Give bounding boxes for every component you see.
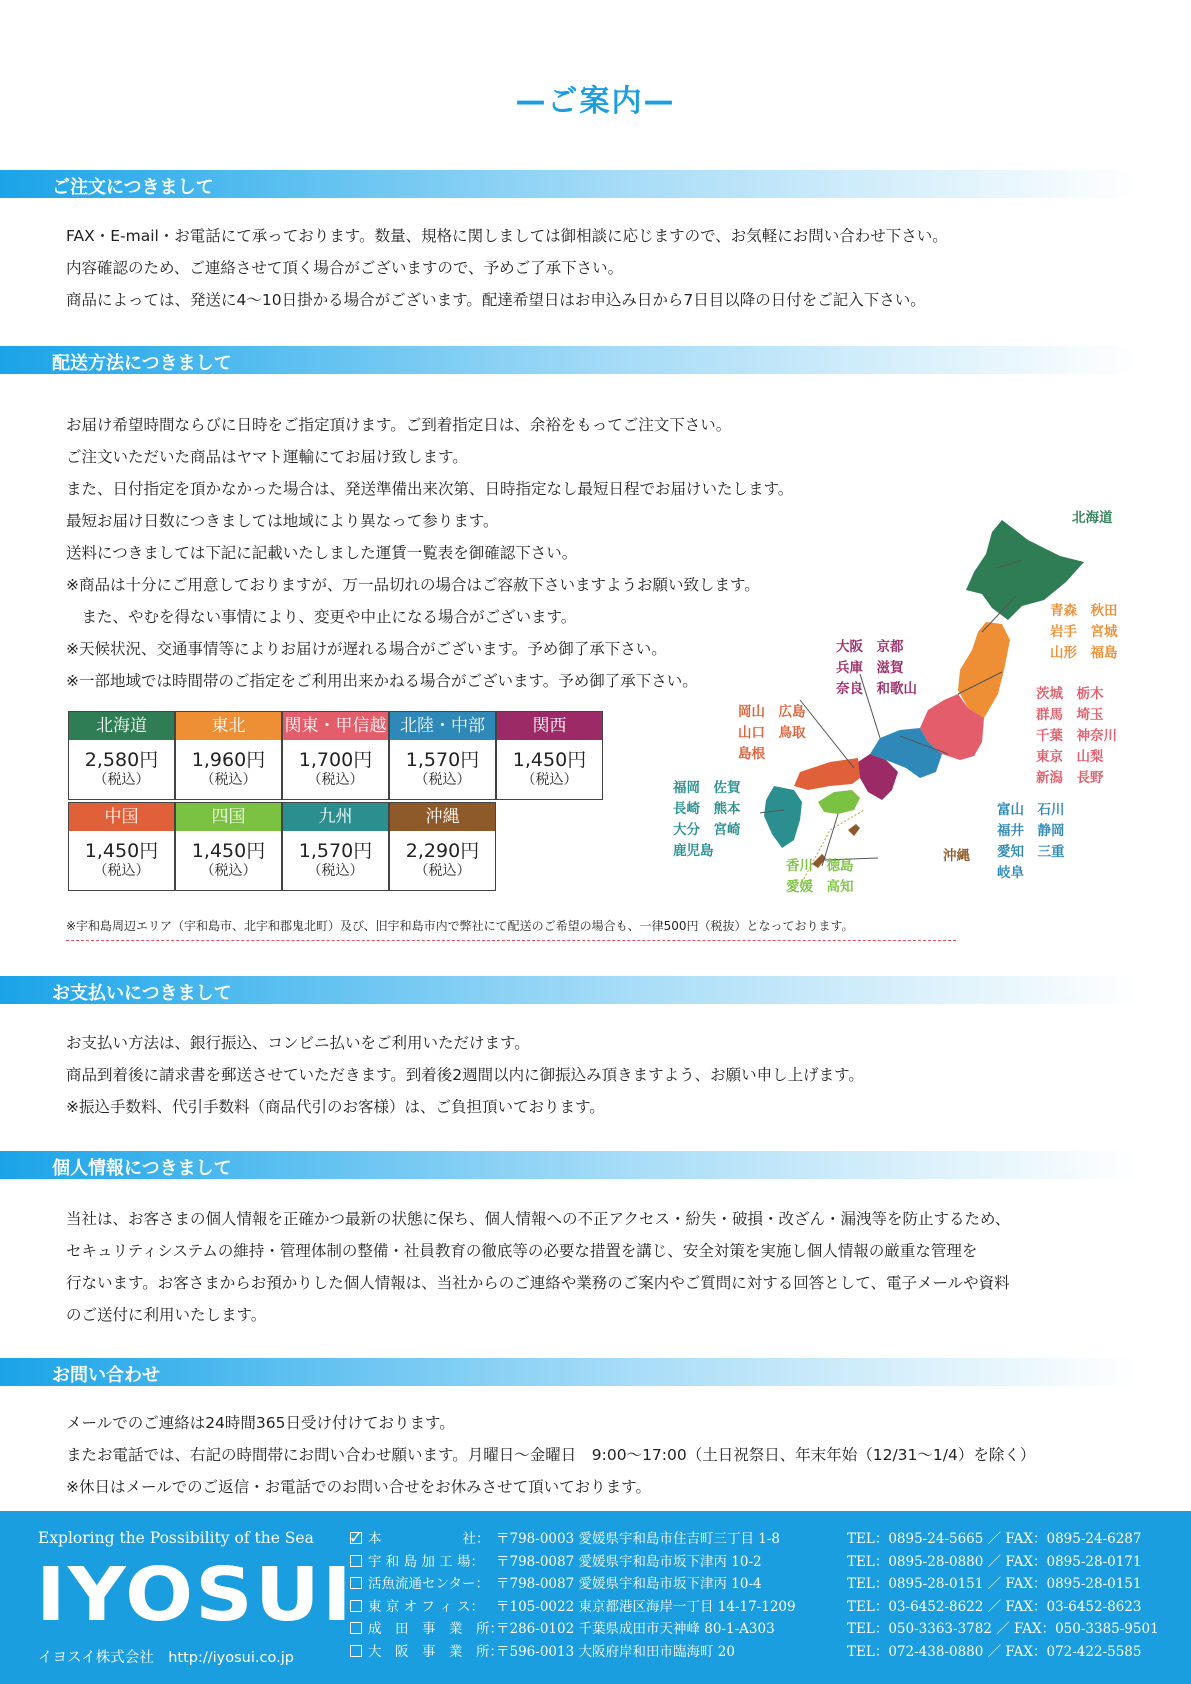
- privacy-line: 行ないます。お客さまからお預かりした個人情報は、当社からのご連絡や業務のご案内やご質問に対する回答として、電子メールや資料: [66, 1274, 1010, 1292]
- office-phone: TEL：03-6452-8622 ／ FAX：03-6452-8623: [847, 1598, 1142, 1615]
- shipping-line: お届け希望時間ならびに日時をご指定頂けます。ご到着指定日は、余裕をもってご注文下さい。: [66, 416, 732, 434]
- office-row: [350, 1551, 1159, 1574]
- map-label-line: 福岡 佐賀: [673, 780, 741, 796]
- map-label-line: 岡山 広島: [738, 704, 806, 720]
- rate-cell: [175, 711, 282, 800]
- contact-text: [66, 1407, 1035, 1503]
- section-title-contact: お問い合わせ: [52, 1365, 160, 1386]
- section-header-privacy: [0, 1151, 1140, 1179]
- shipping-line: ※天候状況、交通事情等によりお届けが遅れる場合がございます。予め御了承下さい。: [66, 640, 667, 658]
- order-line: FAX・E-mail・お電話にて承っております。数量、規格に関しましては御相談に応じますので、お気軽にお問い合わせ下さい。: [66, 227, 948, 245]
- shikoku-region: [818, 790, 860, 814]
- office-phone: TEL：0895-24-5665 ／ FAX：0895-24-6287: [847, 1531, 1142, 1547]
- rate-tax: （税込）: [93, 863, 150, 879]
- checkbox-icon: [350, 1622, 362, 1634]
- map-label-line: 島根: [738, 746, 765, 762]
- page-title: —ご案内—: [515, 84, 676, 119]
- rate-region: 中国: [69, 803, 174, 831]
- section-title-payment: お支払いにつきまして: [52, 983, 232, 1004]
- rate-tax: （税込）: [414, 863, 471, 879]
- shipping-line: また、やむを得ない事情により、変更や中止になる場合がございます。: [66, 608, 577, 626]
- office-phone: TEL：072-438-0880 ／ FAX：072-422-5585: [847, 1643, 1142, 1660]
- rate-cell: [389, 711, 496, 800]
- payment-line: 商品到着後に請求書を郵送させていただきます。到着後2週間以内に御振込み頂きますよう、お願い申し上げます。: [66, 1066, 864, 1084]
- office-name: 宇 和 島 加 工 場：: [368, 1553, 484, 1570]
- office-name: 本 社：: [368, 1531, 490, 1547]
- office-row: [350, 1596, 1159, 1619]
- checkbox-icon: [350, 1577, 362, 1589]
- kyushu-region: [764, 786, 802, 848]
- rate-price: 1,450円: [84, 840, 159, 862]
- map-label-line: 東京 山梨: [1036, 749, 1104, 765]
- office-phone: TEL：0895-28-0880 ／ FAX：0895-28-0171: [847, 1553, 1142, 1570]
- tohoku-region: [958, 622, 1010, 718]
- company-name-url[interactable]: イヨスイ株式会社 http://iyosui.co.jp: [38, 1650, 294, 1666]
- rate-cell: [68, 802, 175, 891]
- section-title-order: ご注文につきまして: [52, 177, 214, 198]
- office-name: 成 田 事 業 所：: [368, 1621, 503, 1638]
- checkbox-icon: [350, 1600, 362, 1612]
- office-row: [350, 1528, 1159, 1551]
- rate-tax: （税込）: [93, 772, 150, 788]
- office-name: 東 京 オ フ ィ ス：: [368, 1598, 484, 1615]
- rate-price: 1,960円: [191, 749, 266, 771]
- rate-region: 北陸・中部: [390, 712, 495, 740]
- privacy-line: のご送付に利用いたします。: [66, 1306, 267, 1324]
- footer-tagline: Exploring the Possibility of the Sea: [38, 1529, 314, 1547]
- map-label-line: 山口 鳥取: [738, 725, 806, 741]
- office-name: 活魚流通センター：: [368, 1576, 489, 1593]
- office-address: 〒286-0102 千葉県成田市天神峰 80-1-A303: [496, 1621, 775, 1638]
- office-list: [350, 1528, 1159, 1664]
- map-label-chubu: [997, 800, 1065, 884]
- privacy-text: [66, 1203, 1010, 1331]
- office-phone: TEL：050-3363-3782 ／ FAX：050-3385-9501: [847, 1621, 1159, 1638]
- map-label-line: 千葉 神奈川: [1036, 728, 1117, 744]
- rate-tax: （税込）: [307, 772, 364, 788]
- rate-region: 沖縄: [390, 803, 495, 831]
- map-label-line: 岩手 宮城: [1050, 624, 1118, 640]
- office-address: 〒798-0087 愛媛県宇和島市坂下津丙 10-2: [496, 1553, 762, 1570]
- order-line: 内容確認のため、ご連絡させて頂く場合がございますので、予めご了承下さい。: [66, 259, 624, 277]
- rate-tax: （税込）: [307, 863, 364, 879]
- rate-region: 関西: [497, 712, 602, 740]
- office-phone: TEL：0895-28-0151 ／ FAX：0895-28-0151: [847, 1576, 1142, 1593]
- rate-cell: [175, 802, 282, 891]
- map-label-chugoku: [738, 702, 806, 765]
- map-label-line: 大分 宮崎: [673, 822, 741, 838]
- rate-tax: （税込）: [200, 863, 257, 879]
- rate-tax: （税込）: [521, 772, 578, 788]
- map-label-line: 岐阜: [997, 865, 1024, 881]
- page-title-text: ご案内: [547, 84, 644, 119]
- privacy-line: セキュリティシステムの維持・管理体制の整備・社員教育の徹底等の必要な措置を講じ、安全対策を実施し個人情報の厳重な管理を: [66, 1242, 978, 1260]
- map-label-line: 長崎 熊本: [673, 801, 741, 817]
- map-label-line: 大阪 京都: [836, 639, 904, 655]
- rate-price: 1,450円: [191, 840, 266, 862]
- rate-cell: [68, 711, 175, 800]
- payment-line: ※振込手数料、代引手数料（商品代引のお客様）は、ご負担頂いております。: [66, 1098, 605, 1116]
- rate-price: 1,570円: [298, 840, 373, 862]
- rate-region: 関東・甲信越: [283, 712, 388, 740]
- shipping-line: 最短お届け日数につきましては地域により異なって参ります。: [66, 512, 499, 530]
- rate-tax: （税込）: [414, 772, 471, 788]
- section-header-contact: [0, 1358, 1140, 1386]
- map-label-line: 群馬 埼玉: [1036, 707, 1104, 723]
- office-row: [350, 1573, 1159, 1596]
- shipping-text: [66, 409, 793, 697]
- payment-line: お支払い方法は、銀行振込、コンビニ払いをご利用いただけます。: [66, 1034, 530, 1052]
- map-label-line: 福井 静岡: [997, 823, 1065, 839]
- section-header-order: [0, 170, 1140, 198]
- map-label-line: 新潟 長野: [1036, 770, 1104, 786]
- map-label-line: 鹿児島: [673, 843, 714, 859]
- section-header-payment: [0, 976, 1140, 1004]
- contact-line: またお電話では、右記の時間帯にお問い合わせ願います。月曜日〜金曜日 9:00〜17:00（土日祝祭日、年末年始（12/31〜1/4）を除く）: [66, 1446, 1036, 1464]
- rate-tax: （税込）: [200, 772, 257, 788]
- checkbox-checked-icon: ✓: [349, 1528, 363, 1547]
- rate-region: 四国: [176, 803, 281, 831]
- office-address: 〒105-0022 東京都港区海岸一丁目 14-17-1209: [496, 1598, 796, 1615]
- shipping-line: 送料につきましては下記に記載いたしました運賃一覧表を御確認下さい。: [66, 544, 578, 562]
- contact-line: ※休日はメールでのご返信・お電話でのお問い合せをお休みさせて頂いております。: [66, 1478, 651, 1496]
- rate-price: 1,450円: [512, 749, 587, 771]
- map-label-tohoku: [1050, 601, 1118, 664]
- map-label-line: 愛媛 高知: [786, 879, 854, 895]
- order-line: 商品によっては、発送に4〜10日掛かる場合がございます。配達希望日はお申込み日から7日目以降の日付をご記入下さい。: [66, 291, 926, 309]
- privacy-line: 当社は、お客さまの個人情報を正確かつ最新の状態に保ち、個人情報への不正アクセス・紛失・破損・改ざん・漏洩等を防止するため、: [66, 1210, 1011, 1228]
- shipping-line: ご注文いただいた商品はヤマト運輸にてお届け致します。: [66, 448, 468, 466]
- map-label-line: 兵庫 滋賀: [836, 660, 904, 676]
- rate-price: 1,700円: [298, 749, 373, 771]
- dashed-divider: [66, 940, 956, 941]
- rate-region: 東北: [176, 712, 281, 740]
- map-label-line: 山形 福島: [1050, 645, 1118, 661]
- footer: [0, 1511, 1191, 1684]
- rate-cell: [389, 802, 496, 891]
- shipping-line: また、日付指定を頂かなかった場合は、発送準備出来次第、日時指定なし最短日程でお届けいたします。: [66, 480, 794, 498]
- shipping-note: ※宇和島周辺エリア（宇和島市、北宇和郡鬼北町）及び、旧宇和島市内で弊社にて配送のご希望の場合も、一律500円（税抜）となっております。: [66, 919, 854, 933]
- office-address: 〒798-0003 愛媛県宇和島市住吉町三丁目 1-8: [496, 1531, 781, 1547]
- office-row: [350, 1641, 1159, 1664]
- section-title-privacy: 個人情報につきまして: [52, 1158, 232, 1179]
- office-address: 〒798-0087 愛媛県宇和島市坂下津丙 10-4: [496, 1576, 762, 1593]
- map-label-okinawa: 沖縄: [943, 848, 970, 864]
- company-logo: IYOSUI: [36, 1552, 354, 1638]
- map-label-line: 香川 徳島: [786, 858, 854, 874]
- office-name: 大 阪 事 業 所：: [368, 1643, 503, 1660]
- shipping-line: ※商品は十分にご用意しておりますが、万一品切れの場合はご容赦下さいますようお願い致します。: [66, 576, 760, 594]
- order-text: [66, 220, 948, 316]
- map-label-line: 奈良 和歌山: [836, 681, 917, 697]
- section-title-shipping: 配送方法につきまして: [52, 353, 232, 374]
- checkbox-icon: [350, 1645, 362, 1657]
- map-label-kanto: [1036, 684, 1117, 789]
- map-label-hokkaido: 北海道: [1072, 510, 1113, 526]
- rate-price: 2,290円: [405, 840, 480, 862]
- contact-line: メールでのご連絡は24時間365日受け付けております。: [66, 1414, 455, 1432]
- checkbox-icon: [350, 1555, 362, 1567]
- rate-cell: [282, 711, 389, 800]
- map-label-kansai: [836, 637, 917, 700]
- payment-text: [66, 1027, 864, 1123]
- map-label-shikoku: [786, 856, 854, 898]
- office-address: 〒596-0013 大阪府岸和田市臨海町 20: [496, 1643, 735, 1660]
- rate-price: 2,580円: [84, 749, 159, 771]
- map-label-kyushu: [673, 778, 741, 862]
- rate-cell: [282, 802, 389, 891]
- office-row: [350, 1618, 1159, 1641]
- section-header-shipping: [0, 346, 1140, 374]
- rate-cell: [496, 711, 603, 800]
- map-label-line: 青森 秋田: [1050, 603, 1118, 619]
- shipping-line: ※一部地域では時間帯のご指定をご利用出来かねる場合がございます。予め御了承下さい。: [66, 672, 698, 690]
- rate-region: 北海道: [69, 712, 174, 740]
- map-label-line: 茨城 栃木: [1036, 686, 1104, 702]
- rate-price: 1,570円: [405, 749, 480, 771]
- map-label-line: 富山 石川: [997, 802, 1065, 818]
- map-label-line: 愛知 三重: [997, 844, 1065, 860]
- rate-region: 九州: [283, 803, 388, 831]
